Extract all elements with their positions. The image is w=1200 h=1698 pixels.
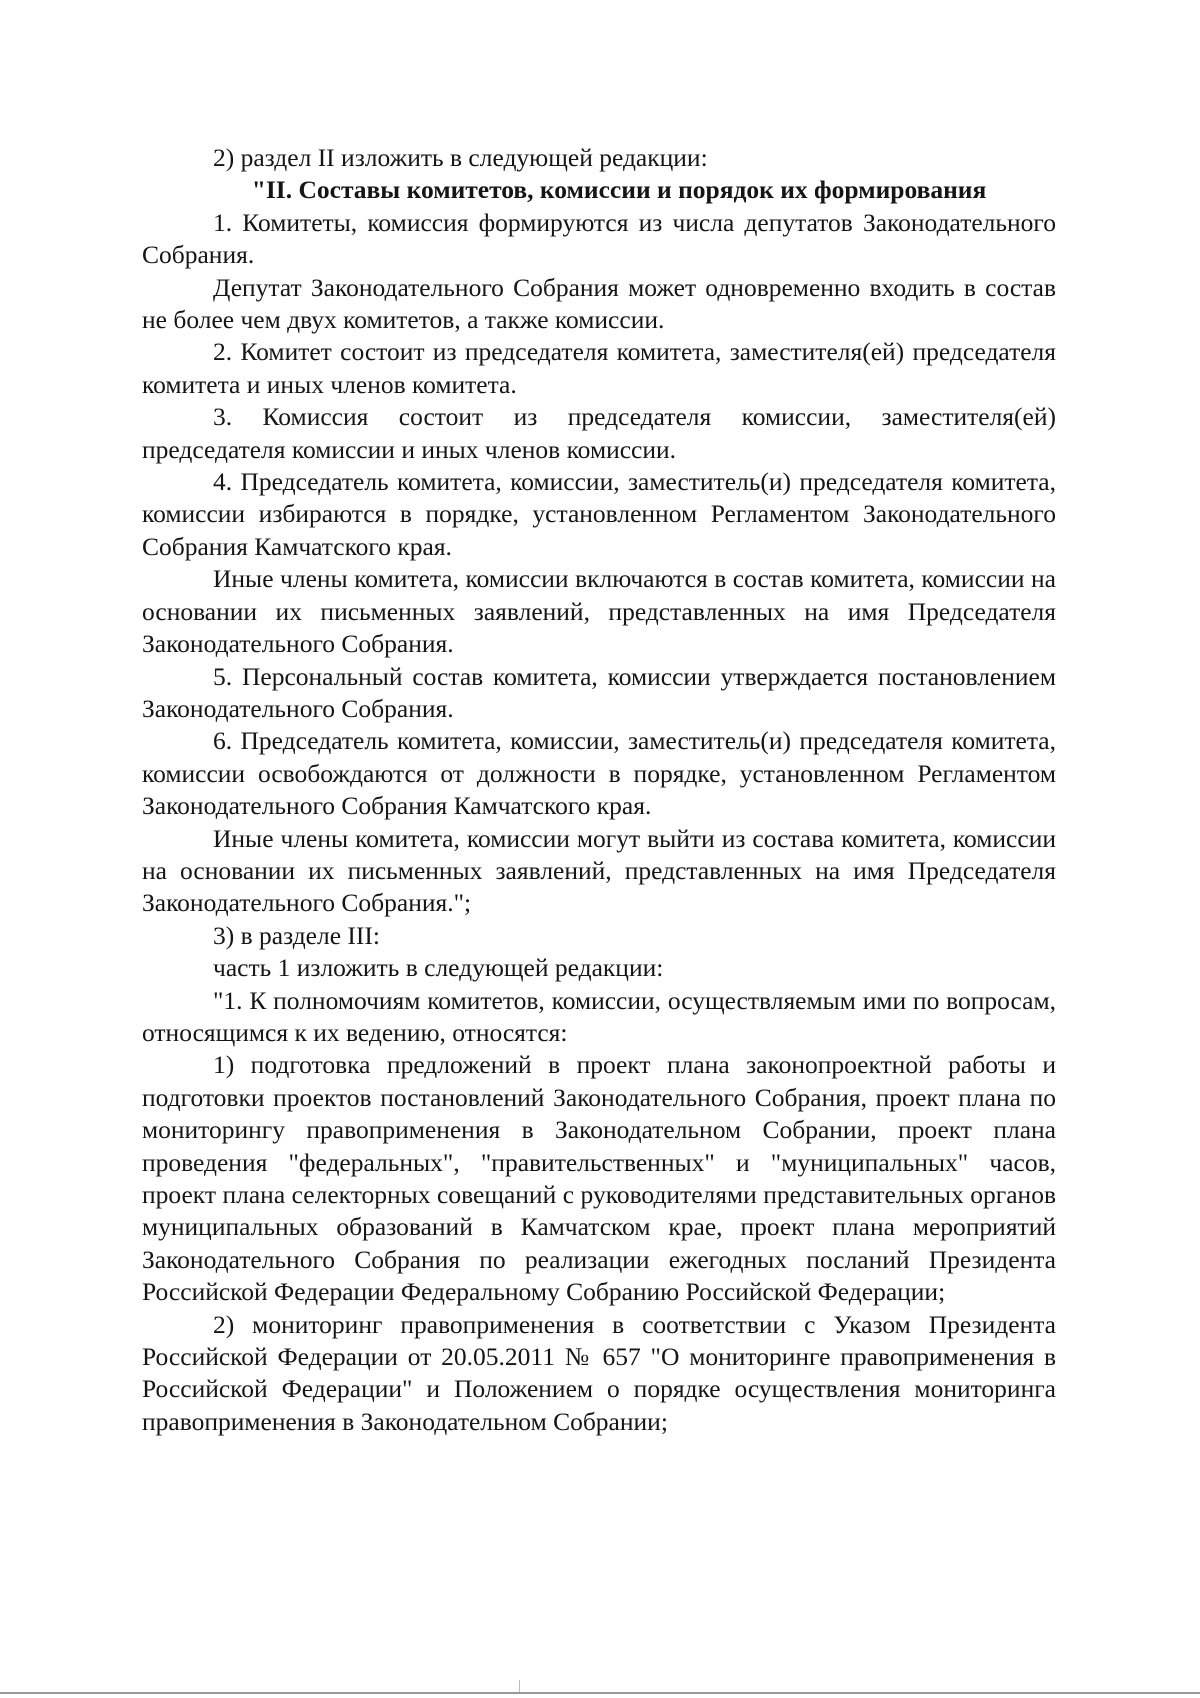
part-1-item-1: 1) подготовка предложений в проект плана законопроектной работы и подготовки проектов постановлений Законодательного Собрания, проект плана по мониторингу правоприменения в Законодательном Собрании, проект плана проведения "федеральных", "правительственных" и "муниципальных" часов, проект плана селекторных совещаний с руководителями представительных органов муниципальных образований в Камчатском крае, проект плана мероприятий Законодательного Собрания по реализации ежегодных посланий Президента Российской Федерации Федеральному Собранию Российской Федерации; — [142, 1050, 1056, 1307]
section-ii-clause-6: 6. Председатель комитета, комиссии, заместитель(и) председателя комитета, комиссии освобождаются от должности в порядке, установленном Регламентом Законодательного Собрания Камчатского края. — [142, 726, 1056, 821]
scan-bottom-edge — [0, 1692, 1200, 1694]
section-ii-clause-5: 5. Персональный состав комитета, комиссии утверждается постановлением Законодательного Собрания. — [142, 661, 1056, 723]
scan-edge-mark — [519, 1680, 520, 1692]
part-1-instruction: часть 1 изложить в следующей редакции: — [213, 953, 664, 983]
amendment-item-3-intro: 3) в разделе III: — [213, 920, 380, 950]
section-ii-clause-6-paragraph-2: Иные члены комитета, комиссии могут выйти из состава комитета, комиссии на основании их письменных заявлений, представленных на имя Председателя Законодательного Собрания."; — [142, 823, 1056, 918]
part-1-text: "1. К полномочиям комитетов, комиссии, осуществляемым ими по вопросам, относящимся к их ведению, относятся: — [142, 985, 1056, 1047]
section-ii-clause-3: 3. Комиссия состоит из председателя комиссии, заместителя(ей) председателя комиссии и иных членов комиссии. — [142, 402, 1056, 464]
part-1-item-2: 2) мониторинг правоприменения в соответствии с Указом Президента Российской Федерации от 20.05.2011 № 657 "О мониторинге правоприменения в Российской Федерации" и Положением о порядке осуществления мониторинга правоприменения в Законодательном Собрании; — [142, 1309, 1056, 1436]
section-ii-clause-4: 4. Председатель комитета, комиссии, заместитель(и) председателя комитета, комиссии избираются в порядке, установленном Регламентом Законодательного Собрания Камчатского края. — [142, 467, 1056, 561]
section-ii-clause-2: 2. Комитет состоит из председателя комитета, заместителя(ей) председателя комитета и иных членов комитета. — [142, 337, 1056, 399]
section-ii-heading: "II. Составы комитетов, комиссии и порядок их формирования — [251, 175, 987, 205]
amendment-item-2-intro: 2) раздел II изложить в следующей редакции: — [213, 143, 708, 172]
section-ii-clause-4-paragraph-2: Иные члены комитета, комиссии включаются в состав комитета, комиссии на основании их письменных заявлений, представленных на имя Председателя Законодательного Собрания. — [142, 564, 1056, 659]
section-ii-clause-1-paragraph-2: Депутат Законодательного Собрания может одновременно входить в состав не более чем двух комитетов, а также комиссии. — [142, 272, 1056, 335]
section-ii-clause-1: 1. Комитеты, комиссия формируются из числа депутатов Законодательного Собрания. — [142, 207, 1056, 270]
document-body — [142, 142, 1056, 1438]
